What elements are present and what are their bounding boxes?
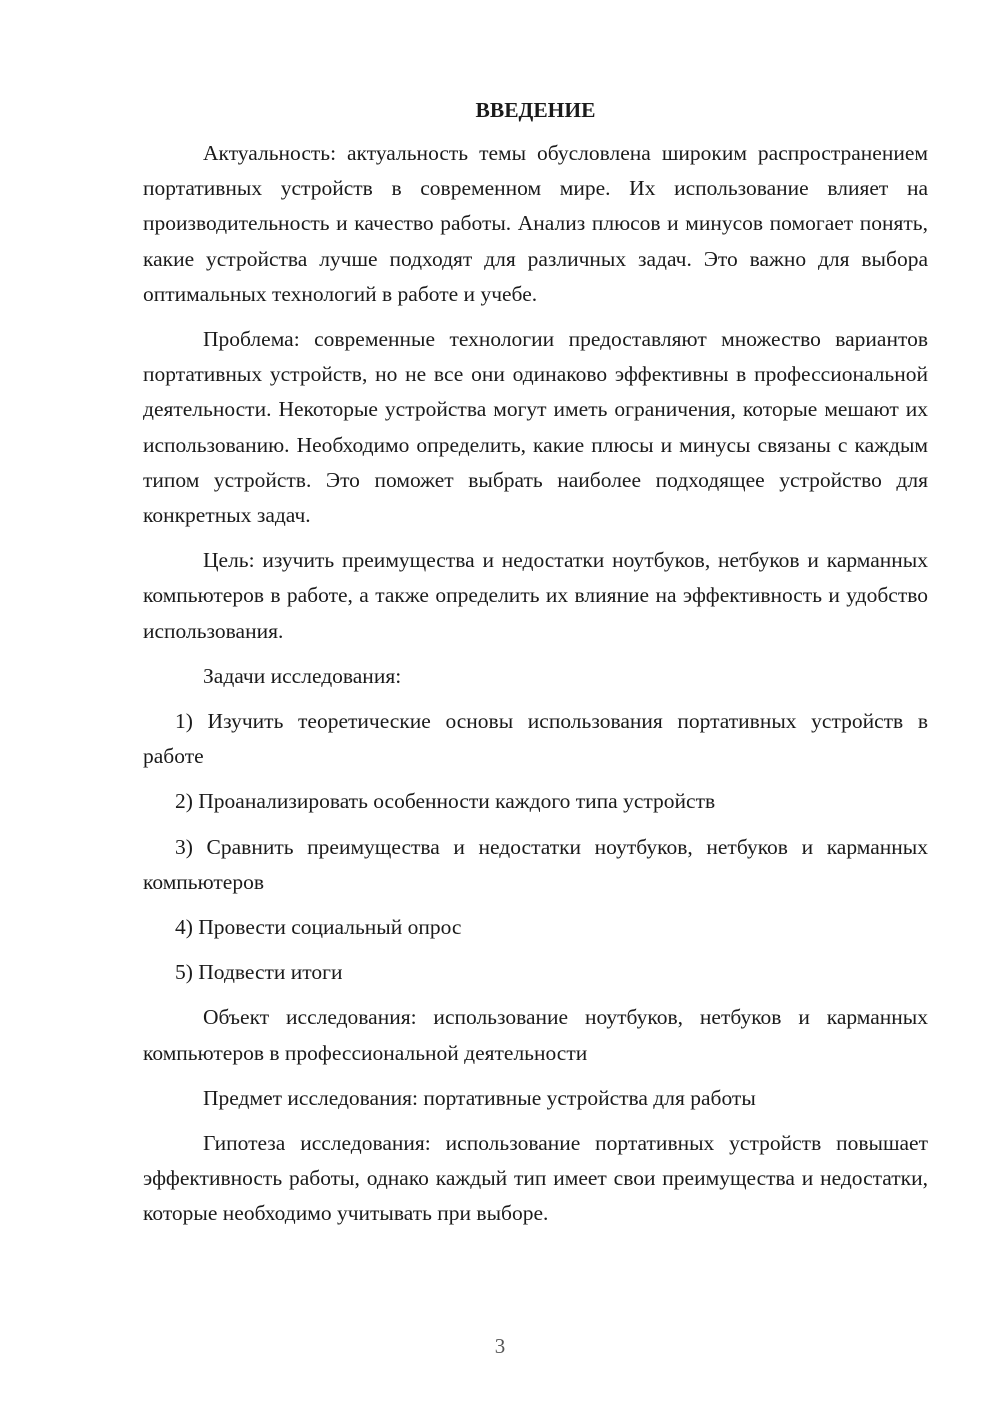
page-title: ВВЕДЕНИЕ bbox=[475, 98, 596, 122]
task-item-1: 1) Изучить теоретические основы использования портативных устройств в работе bbox=[143, 709, 928, 769]
document-page bbox=[143, 93, 928, 1232]
paragraph-goal: Цель: изучить преимущества и недостатки ноутбуков, нетбуков и карманных компьютеров в работе, а также определить их влияние на эффективность и удобство использования. bbox=[143, 548, 928, 643]
paragraph-object: Объект исследования: использование ноутбуков, нетбуков и карманных компьютеров в профессиональной деятельности bbox=[143, 1005, 928, 1065]
page-number: 3 bbox=[494, 1334, 506, 1358]
paragraph-subject: Предмет исследования: портативные устройства для работы bbox=[203, 1085, 756, 1110]
task-item-5: 5) Подвести итоги bbox=[175, 960, 343, 985]
paragraph-relevance: Актуальность: актуальность темы обусловлена широким распространением портативных устройств в современном мире. Их использование влияет на производительность и качество работы. Анализ плюсов и минусов помогает понять, какие устройства лучше подходят для различных задач. Это важно для выбора оптимальных технологий в работе и учебе. bbox=[143, 141, 928, 306]
paragraph-hypothesis: Гипотеза исследования: использование портативных устройств повышает эффективность работы, однако каждый тип имеет свои преимущества и недостатки, которые необходимо учитывать при выборе. bbox=[143, 1131, 928, 1226]
paragraph-problem: Проблема: современные технологии предоставляют множество вариантов портативных устройств, но не все они одинаково эффективны в профессиональной деятельности. Некоторые устройства могут иметь ограничения, которые мешают их использованию. Необходимо определить, какие плюсы и минусы связаны с каждым типом устройств. Это поможет выбрать наиболее подходящее устройство для конкретных задач. bbox=[143, 327, 928, 528]
task-item-2: 2) Проанализировать особенности каждого типа устройств bbox=[175, 789, 716, 814]
task-item-4: 4) Провести социальный опрос bbox=[175, 915, 462, 940]
task-item-3: 3) Сравнить преимущества и недостатки ноутбуков, нетбуков и карманных компьютеров bbox=[143, 834, 928, 894]
tasks-heading: Задачи исследования: bbox=[203, 663, 402, 688]
